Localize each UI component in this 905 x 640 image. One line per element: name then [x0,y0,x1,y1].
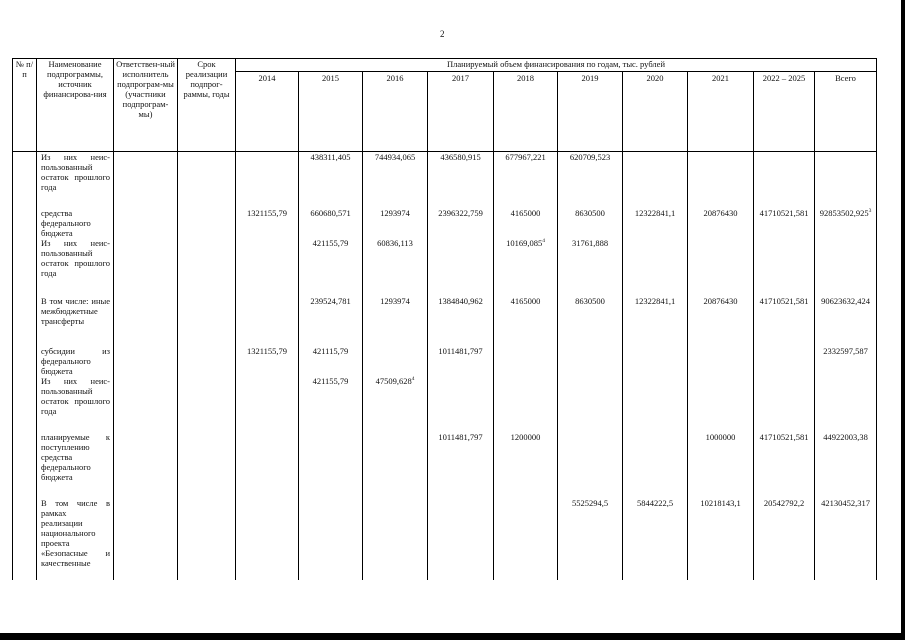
value-text: 10169,085 [506,237,543,248]
row-value-cell [428,498,494,580]
value-text: 5844222,5 [636,497,674,508]
table-row [13,208,877,238]
value-text: 438311,405 [310,152,351,162]
value-text: 42130452,317 [821,497,870,508]
row-value-cell [428,208,494,238]
row-name-cell: Из них неис-пользованный остаток прошлого года [37,376,114,432]
row-value-cell [299,238,363,296]
value-text: 421115,79 [312,345,349,356]
header-funding-group: Планируемый объем финансирования по годам, тыс. рублей [236,59,877,72]
row-value-cell [494,152,558,208]
value-text: 8630500 [575,295,605,306]
row-value-cell [494,346,558,376]
value-text: 1011481,797 [438,345,483,356]
row-value-cell [623,238,688,296]
row-value-cell [494,208,558,238]
value-text: 1321155,79 [246,207,288,218]
row-value-cell [494,432,558,498]
row-value-cell [688,296,754,346]
header-total: Всего [815,72,877,152]
value-text: 239524,781 [310,295,351,306]
row-value-cell [688,498,754,580]
value-text: 12322841,1 [634,295,676,306]
row-value-cell [623,376,688,432]
row-value-cell [623,208,688,238]
row-value-cell [363,208,428,238]
header-year: 2020 [623,72,688,152]
value-text: 60836,113 [377,237,413,248]
row-term-cell [178,376,236,432]
value-text: 41710521,581 [759,295,809,306]
row-total-cell [815,498,877,580]
row-total-cell [815,346,877,376]
value-text: 421155,79 [312,375,349,386]
page-bottom-border [0,633,905,640]
row-value-cell [299,346,363,376]
row-value-cell [754,208,815,238]
header-year: 2017 [428,72,494,152]
value-text: 1200000 [510,431,541,442]
row-value-cell [363,346,428,376]
value-text: 12322841,1 [634,207,676,218]
row-total-cell [815,238,877,296]
header-year: 2015 [299,72,363,152]
row-value-cell [494,376,558,432]
value-text: 1293974 [380,207,410,218]
row-value-cell [558,238,623,296]
row-value-cell [494,238,558,296]
row-responsible-cell [114,432,178,498]
row-num-cell [13,208,37,238]
row-responsible-cell [114,208,178,238]
row-value-cell [688,238,754,296]
row-value-cell [688,346,754,376]
row-value-cell [558,376,623,432]
row-value-cell [299,152,363,208]
row-total-cell [815,152,877,208]
row-value-cell [558,346,623,376]
value-text: 2396322,759 [438,207,483,218]
row-value-cell [236,238,299,296]
row-value-cell [363,432,428,498]
row-value-cell [428,346,494,376]
row-value-cell [363,296,428,346]
header-name: Наименование подпрограммы, источник финансирова-ния [37,59,114,152]
value-text: 421155,79 [312,237,349,248]
value-text: 92853502,925 [819,207,869,218]
header-responsible: Ответствен-ный исполнитель подпрограм-мы (участники подпрограм-мы) [114,59,178,152]
row-name-cell: Из них неис-пользованный остаток прошлого года [37,152,114,208]
row-name-cell: средства федерального бюджета [37,208,114,238]
row-term-cell [178,152,236,208]
row-num-cell [13,432,37,498]
row-value-cell [428,376,494,432]
table-row [13,498,877,580]
row-value-cell [688,152,754,208]
row-value-cell [299,376,363,432]
row-value-cell [236,152,299,208]
table-row [13,238,877,296]
row-num-cell [13,376,37,432]
table-row [13,152,877,208]
table-row [13,346,877,376]
header-term: Срок реализации подпрог-раммы, годы [178,59,236,152]
value-text: 31761,888 [571,237,609,248]
value-text: 10218143,1 [700,497,741,508]
footnote-marker: 4 [542,237,545,244]
footnote-marker: 4 [411,375,415,382]
value-text: 2332597,587 [823,345,868,356]
row-value-cell [236,376,299,432]
row-responsible-cell [114,346,178,376]
row-name-cell: В том числе в рамках реализации национального проекта «Безопасные и качественные [37,498,114,580]
value-text: 5525294,5 [571,497,609,508]
row-num-cell [13,296,37,346]
row-term-cell [178,432,236,498]
row-value-cell [623,346,688,376]
value-text: 1321155,79 [246,345,288,356]
row-value-cell [236,346,299,376]
row-total-cell [815,208,877,238]
table-row [13,432,877,498]
row-value-cell [299,498,363,580]
footnote-marker: 3 [868,207,872,214]
row-value-cell [623,432,688,498]
row-responsible-cell [114,498,178,580]
page-right-border [901,0,905,640]
row-value-cell [236,432,299,498]
row-value-cell [236,208,299,238]
value-text: 20542792,2 [763,497,805,508]
value-text: 620709,523 [569,152,611,162]
header-num: № п/п [13,59,37,152]
row-responsible-cell [114,152,178,208]
row-value-cell [754,376,815,432]
row-total-cell [815,432,877,498]
row-value-cell [688,208,754,238]
row-value-cell [299,208,363,238]
row-responsible-cell [114,238,178,296]
row-value-cell [558,432,623,498]
row-value-cell [623,296,688,346]
row-value-cell [363,238,428,296]
value-text: 8630500 [575,207,605,218]
row-value-cell [623,498,688,580]
row-value-cell [558,152,623,208]
table-row [13,376,877,432]
row-value-cell [363,498,428,580]
row-name-cell: планируемые к поступлению средства федерального бюджета [37,432,114,498]
row-num-cell [13,498,37,580]
row-value-cell [494,498,558,580]
row-value-cell [558,498,623,580]
value-text: 1000000 [705,431,736,442]
row-value-cell [754,498,815,580]
row-term-cell [178,346,236,376]
row-value-cell [428,152,494,208]
header-year: 2014 [236,72,299,152]
row-num-cell [13,238,37,296]
row-value-cell [428,432,494,498]
row-value-cell [428,296,494,346]
financing-table [12,58,877,580]
row-value-cell [688,376,754,432]
value-text: 20876430 [703,207,738,218]
header-year: 2019 [558,72,623,152]
value-text: 744934,065 [374,152,416,162]
page-number: 2 [440,29,445,39]
row-responsible-cell [114,376,178,432]
value-text: 41710521,581 [759,431,809,442]
value-text: 660680,571 [310,207,351,218]
row-value-cell [754,152,815,208]
value-text: 1384840,962 [438,295,483,306]
row-term-cell [178,238,236,296]
row-responsible-cell [114,296,178,346]
value-text: 4165000 [510,295,541,306]
row-value-cell [754,346,815,376]
row-value-cell [299,432,363,498]
value-text: 44922003,38 [823,431,868,442]
row-value-cell [558,296,623,346]
row-name-cell: В том числе: иные межбюджетные трансферты [37,296,114,346]
value-text: 677967,221 [505,152,546,162]
header-year: 2021 [688,72,754,152]
value-text: 1011481,797 [438,431,483,442]
header-year: 2018 [494,72,558,152]
row-term-cell [178,498,236,580]
row-name-cell: субсидии из федерального бюджета [37,346,114,376]
header-year: 2022 – 2025 [754,72,815,152]
row-value-cell [754,238,815,296]
row-value-cell [754,432,815,498]
value-text: 90623632,424 [821,295,870,306]
value-text: 436580,915 [440,152,481,162]
row-value-cell [363,152,428,208]
row-value-cell [623,152,688,208]
value-text: 4165000 [510,207,541,218]
row-value-cell [236,498,299,580]
row-total-cell [815,296,877,346]
row-value-cell [754,296,815,346]
row-value-cell [494,296,558,346]
value-text: 47509,628 [375,375,412,386]
row-total-cell [815,376,877,432]
row-value-cell [688,432,754,498]
row-term-cell [178,208,236,238]
row-name-cell: Из них неис-пользованный остаток прошлого года [37,238,114,296]
row-value-cell [236,296,299,346]
row-term-cell [178,296,236,346]
value-text: 1293974 [380,295,410,306]
row-num-cell [13,152,37,208]
row-value-cell [363,376,428,432]
row-value-cell [558,208,623,238]
value-text: 20876430 [703,295,738,306]
row-value-cell [299,296,363,346]
value-text: 41710521,581 [759,207,809,218]
row-value-cell [428,238,494,296]
header-year: 2016 [363,72,428,152]
table-row [13,296,877,346]
row-num-cell [13,346,37,376]
